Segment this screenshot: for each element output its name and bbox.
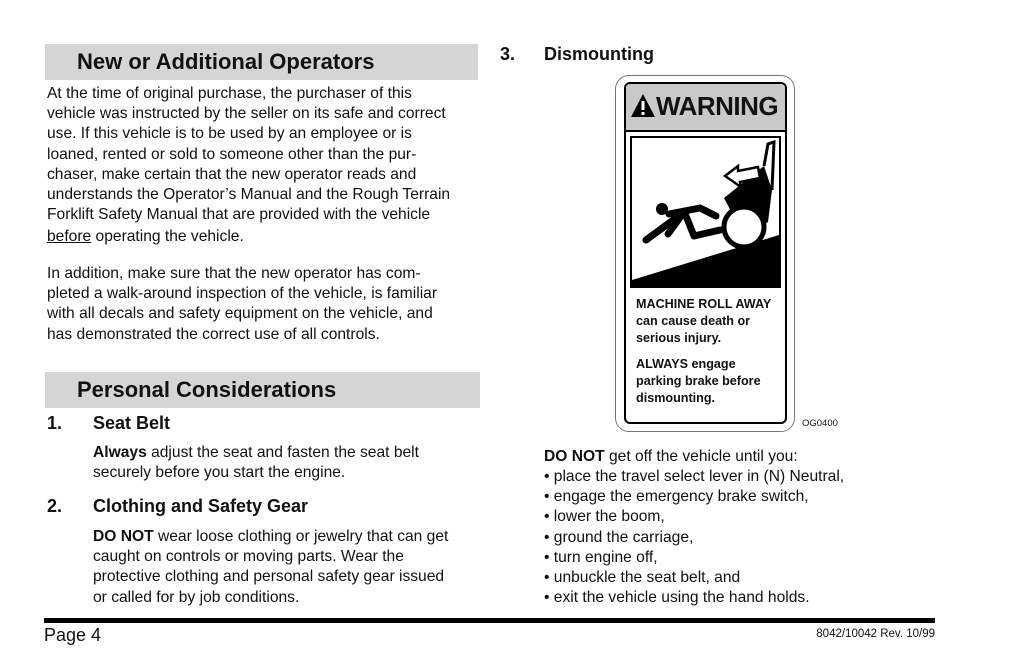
text-line: At the time of original purchase, the purchaser of this [47, 85, 412, 102]
instruction-line: ALWAYS engage [636, 357, 736, 371]
warning-header [626, 84, 785, 132]
item-number-3: 3. [500, 44, 516, 64]
hazard-line: MACHINE ROLL AWAY [636, 297, 772, 311]
section-header-personal-considerations [45, 372, 480, 408]
emphasis-do-not: DO NOT [93, 528, 154, 545]
warning-title: WARNING [656, 91, 779, 121]
text-line [93, 443, 419, 463]
text-line [544, 447, 798, 467]
dismount-steps-list [544, 467, 844, 608]
text-line: vehicle was instructed by the seller on its safe and correct [47, 105, 446, 123]
list-item: • place the travel select lever in (N) Neutral, [544, 468, 845, 485]
text-line: protective clothing and personal safety gear issued [93, 568, 445, 586]
warning-decal [615, 75, 795, 432]
text-fragment: operating the vehicle. [91, 228, 244, 246]
text-line: with all decals and safety equipment on the vehicle, and [47, 305, 433, 323]
dismount-intro [544, 447, 798, 467]
emphasis-always: Always [93, 444, 147, 461]
text-line: has demonstrated the correct use of all controls. [47, 325, 380, 343]
text-line: Forklift Safety Manual that are provided with the vehicle [47, 206, 431, 224]
hazard-line: can cause death or [636, 314, 751, 328]
section-title-new-operators: New or Additional Operators [77, 49, 375, 74]
list-item: • lower the boom, [544, 508, 665, 526]
warning-message [636, 296, 781, 407]
text-line: caught on controls or moving parts. Wear the [93, 548, 404, 566]
emphasis-do-not: DO NOT [544, 448, 605, 465]
rollaway-pictogram [630, 136, 781, 288]
seat-belt-heading: Seat Belt [93, 413, 171, 433]
text-line: use. If this vehicle is to be used by an employee or is [47, 125, 412, 143]
section-header-new-operators [45, 44, 478, 80]
text-line [47, 227, 450, 247]
operators-paragraph-1 [47, 84, 450, 248]
warning-decal-frame [624, 82, 787, 424]
text-fragment: adjust the seat and fasten the seat belt [146, 444, 419, 461]
text-line: loaned, rented or sold to someone other than the pur- [47, 145, 417, 163]
document-number: 8042/10042 Rev. 10/99 [816, 628, 935, 640]
seat-belt-paragraph [93, 443, 419, 483]
item-number-2: 2. [47, 496, 63, 516]
text-line: chaser, make certain that the new operator reads and [47, 165, 417, 183]
page-number: Page 4 [44, 625, 102, 645]
text-line: pleted a walk-around inspection of the vehicle, is familiar [47, 285, 438, 303]
text-line: understands the Operator’s Manual and the Rough Terrain [47, 186, 451, 204]
decal-code: OG0400 [802, 418, 838, 429]
section-title-personal-considerations: Personal Considerations [77, 377, 337, 402]
text-fragment: get off the vehicle until you: [604, 448, 798, 465]
text-line: or called for by job conditions. [93, 588, 300, 606]
hazard-line: serious injury. [636, 331, 722, 345]
operators-paragraph-2 [47, 264, 437, 345]
text-fragment: wear loose clothing or jewelry that can get [153, 528, 449, 545]
clothing-paragraph [93, 527, 448, 608]
dismounting-heading: Dismounting [544, 44, 654, 64]
text-line: In addition, make sure that the new operator has com- [47, 265, 421, 282]
list-item: • engage the emergency brake switch, [544, 488, 809, 506]
list-item: • exit the vehicle using the hand holds. [544, 589, 810, 607]
footer-rule [44, 618, 935, 623]
list-item: • turn engine off, [544, 548, 658, 566]
clothing-heading: Clothing and Safety Gear [93, 496, 309, 516]
text-line: securely before you start the engine. [93, 464, 346, 482]
instruction-line: parking brake before [636, 374, 761, 388]
warning-triangle-icon [630, 93, 656, 118]
item-number-1: 1. [47, 413, 63, 433]
text-line [93, 527, 448, 547]
underlined-word: before [47, 228, 92, 246]
rollaway-illustration [632, 138, 779, 286]
list-item: • ground the carriage, [544, 528, 694, 546]
list-item: • unbuckle the seat belt, and [544, 569, 741, 587]
instruction-line: dismounting. [636, 391, 716, 405]
